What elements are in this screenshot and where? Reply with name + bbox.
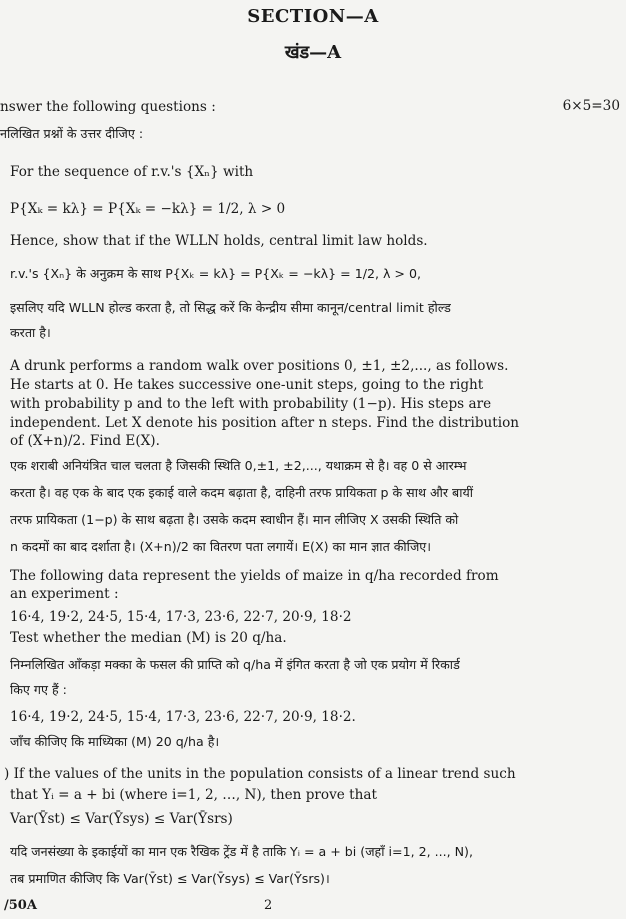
q4-line: यदि जनसंख्या के इकाईयों का मान एक रैखिक ट्रेंड में है ताकि Yᵢ = a + bi (जहाँ i=1, 2, ..., N), <box>10 844 473 859</box>
q3-line: The following data represent the yields of maize in q/ha recorded from <box>10 568 499 584</box>
q3-line: निम्नलिखित आँकड़ा मक्का के फसल की प्राप्ति को q/ha में इंगित करता है जो एक प्रयोग में रिकार्ड <box>10 657 460 672</box>
q2-line: independent. Let X denote his position after n steps. Find the distribution <box>10 415 520 431</box>
q3-line: 16·4, 19·2, 24·5, 15·4, 17·3, 23·6, 22·7, 20·9, 18·2 <box>10 609 352 625</box>
q2-line: He starts at 0. He takes successive one-unit steps, going to the right <box>10 377 484 393</box>
q1-line: P{Xₖ = kλ} = P{Xₖ = −kλ} = 1/2, λ > 0 <box>10 201 286 217</box>
q3-line: 16·4, 19·2, 24·5, 15·4, 17·3, 23·6, 22·7, 20·9, 18·2. <box>10 709 356 725</box>
q3-line: किए गए हैं : <box>10 682 67 697</box>
q3-line: जाँच कीजिए कि माध्यिका (M) 20 q/ha है। <box>10 734 220 749</box>
q2-line: with probability p and to the left with probability (1−p). His steps are <box>10 396 492 412</box>
q1-line: Hence, show that if the WLLN holds, central limit law holds. <box>10 233 428 249</box>
section-title-hindi: खंड—A <box>284 42 342 63</box>
q2-line: of (X+n)/2. Find E(X). <box>10 433 160 449</box>
q1-line: करता है। <box>10 325 51 340</box>
q2-line: करता है। वह एक के बाद एक इकाई वाले कदम बढ़ाता है, दाहिनी तरफ प्रायिकता p के साथ और बायीं <box>10 485 474 500</box>
q4-line: ) If the values of the units in the population consists of a linear trend such <box>4 766 516 782</box>
q4-line: तब प्रमाणित कीजिए कि Var(Ȳst) ≤ Var(Ȳsys) ≤ Var(Ȳsrs)। <box>10 871 330 886</box>
q1-line: For the sequence of r.v.'s {Xₙ} with <box>10 164 254 180</box>
q2-line: A drunk performs a random walk over positions 0, ±1, ±2,..., as follows. <box>10 358 509 374</box>
q4-line: that Yᵢ = a + bi (where i=1, 2, …, N), then prove that <box>10 787 377 803</box>
q1-line: r.v.'s {Xₙ} के अनुक्रम के साथ P{Xₖ = kλ} = P{Xₖ = −kλ} = 1/2, λ > 0, <box>10 266 421 281</box>
q3-line: Test whether the median (M) is 20 q/ha. <box>10 630 287 646</box>
instructions-english: nswer the following questions : <box>0 99 216 115</box>
q3-line: an experiment : <box>10 586 119 602</box>
q2-line: n कदमों का बाद दर्शाता है। (X+n)/2 का वितरण पता लगायें। E(X) का मान ज्ञात कीजिए। <box>10 539 432 554</box>
q1-line: इसलिए यदि WLLN होल्ड करता है, तो सिद्ध करें कि केन्द्रीय सीमा कानून/central limit होल्ड <box>10 300 451 315</box>
q2-line: एक शराबी अनियंत्रित चाल चलता है जिसकी स्थिति 0,±1, ±2,..., यथाक्रम से है। वह 0 से आरम्भ <box>10 458 467 473</box>
section-title: SECTION—A <box>247 6 379 27</box>
marks-allocation: 6×5=30 <box>562 98 620 114</box>
q4-line: Var(Ȳst) ≤ Var(Ȳsys) ≤ Var(Ȳsrs) <box>10 811 233 827</box>
paper-code: /50A <box>4 898 37 913</box>
page-number: 2 <box>264 898 273 913</box>
instructions-hindi: नलिखित प्रश्नों के उत्तर दीजिए : <box>0 126 144 141</box>
q2-line: तरफ प्रायिकता (1−p) के साथ बढ़ता है। उसके कदम स्वाधीन हैं। मान लीजिए X उसकी स्थिति को <box>10 512 459 527</box>
